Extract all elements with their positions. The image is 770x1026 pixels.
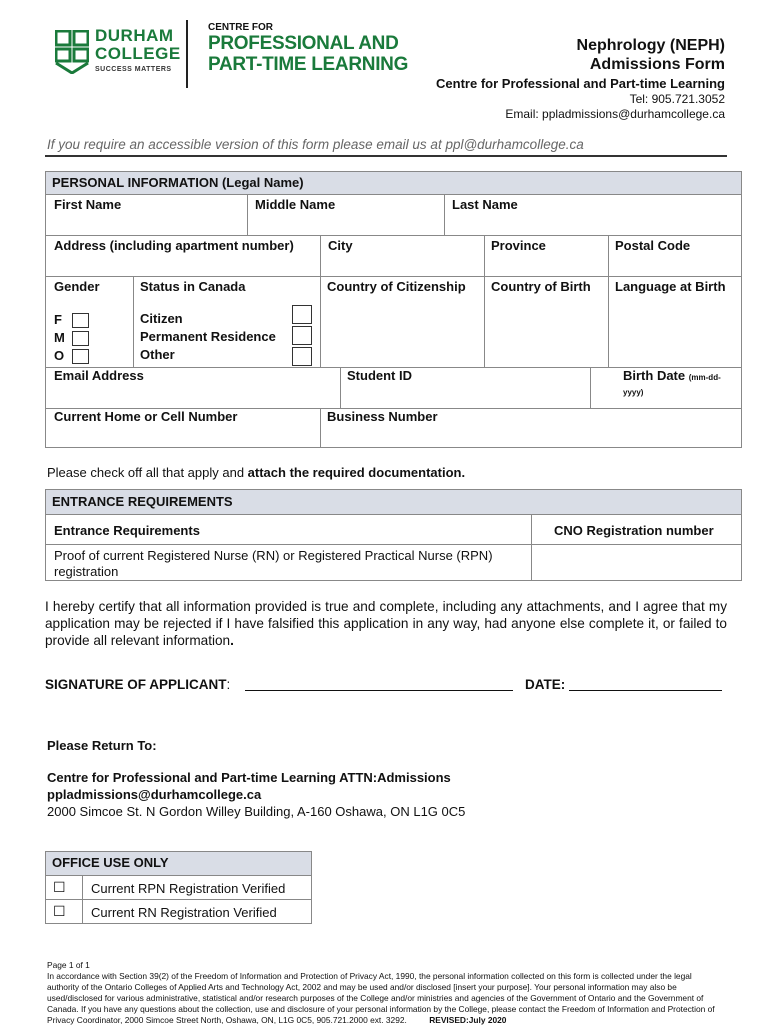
check-instruction-bold: attach the required documentation. bbox=[247, 465, 466, 480]
postal-code-field[interactable]: Postal Code bbox=[615, 238, 691, 253]
business-number-field[interactable]: Business Number bbox=[327, 409, 438, 424]
footer-privacy-text bbox=[47, 971, 717, 1026]
office-rn-checkbox[interactable]: ☐ bbox=[53, 903, 66, 919]
form-header bbox=[436, 36, 725, 122]
gender-o-checkbox[interactable] bbox=[72, 349, 89, 364]
signature-line[interactable] bbox=[245, 690, 513, 691]
status-citizen-label: Citizen bbox=[140, 311, 183, 326]
logo-college-text: COLLEGE bbox=[95, 44, 181, 63]
date-line[interactable] bbox=[569, 690, 722, 691]
office-rn-label: Current RN Registration Verified bbox=[91, 905, 277, 920]
durham-shield-icon bbox=[55, 30, 89, 74]
status-other-checkbox[interactable] bbox=[292, 347, 312, 366]
form-email: Email: ppladmissions@durhamcollege.ca bbox=[505, 107, 725, 121]
entrance-col-requirements: Entrance Requirements bbox=[54, 523, 200, 538]
footer-revised: REVISED:July 2020 bbox=[429, 1015, 507, 1025]
email-address-field[interactable]: Email Address bbox=[54, 368, 144, 383]
gender-label: Gender bbox=[54, 279, 100, 294]
student-id-field[interactable]: Student ID bbox=[347, 368, 412, 383]
gender-o-label: O bbox=[54, 348, 65, 363]
birth-date-field[interactable] bbox=[623, 368, 741, 406]
province-field[interactable]: Province bbox=[491, 238, 546, 253]
gender-f-checkbox[interactable] bbox=[72, 313, 89, 328]
cpl-logo-line2: PART-TIME LEARNING bbox=[208, 54, 409, 75]
birth-date-format: (mm-dd-yyyy) bbox=[623, 373, 721, 397]
country-citizenship-field[interactable]: Country of Citizenship bbox=[327, 279, 466, 294]
status-citizen-checkbox[interactable] bbox=[292, 305, 312, 324]
footer-page-number: Page 1 of 1 bbox=[47, 960, 90, 970]
entrance-col-cno: CNO Registration number bbox=[554, 523, 714, 538]
footer bbox=[47, 960, 717, 1026]
form-title-line1: Nephrology (NEPH) bbox=[576, 37, 725, 54]
form-subtitle: Centre for Professional and Part-time Learning bbox=[436, 76, 725, 91]
personal-info-section bbox=[45, 171, 742, 448]
gender-option-o bbox=[54, 348, 124, 366]
status-pr-checkbox[interactable] bbox=[292, 326, 312, 345]
accessibility-note: If you require an accessible version of this form please email us at ppl@durhamcollege.ca bbox=[47, 137, 584, 152]
gender-m-checkbox[interactable] bbox=[72, 331, 89, 346]
logo-tagline: SUCCESS MATTERS bbox=[95, 66, 172, 73]
country-birth-field[interactable]: Country of Birth bbox=[491, 279, 591, 294]
entrance-heading: ENTRANCE REQUIREMENTS bbox=[46, 490, 741, 515]
form-title-line2: Admissions Form bbox=[589, 56, 725, 73]
form-tel: Tel: 905.721.3052 bbox=[629, 92, 725, 106]
last-name-field[interactable]: Last Name bbox=[452, 197, 518, 212]
return-heading: Please Return To: bbox=[47, 738, 157, 753]
logo-divider bbox=[186, 20, 188, 88]
date-label: DATE: bbox=[525, 677, 566, 692]
office-use-heading: OFFICE USE ONLY bbox=[46, 852, 311, 876]
city-field[interactable]: City bbox=[328, 238, 353, 253]
home-number-field[interactable]: Current Home or Cell Number bbox=[54, 409, 238, 424]
cpl-logo-line1: PROFESSIONAL AND bbox=[208, 33, 399, 54]
check-instruction bbox=[47, 465, 465, 480]
office-rpn-checkbox[interactable]: ☐ bbox=[53, 879, 66, 895]
signature-label: SIGNATURE OF APPLICANT: bbox=[45, 677, 231, 692]
address-field[interactable]: Address (including apartment number) bbox=[54, 238, 294, 253]
status-other-label: Other bbox=[140, 347, 175, 362]
status-label: Status in Canada bbox=[140, 279, 246, 294]
return-address: 2000 Simcoe St. N Gordon Willey Building, A-160 Oshawa, ON L1G 0C5 bbox=[47, 804, 466, 819]
language-birth-field[interactable]: Language at Birth bbox=[615, 279, 726, 294]
first-name-field[interactable]: First Name bbox=[54, 197, 122, 212]
certification-statement: I hereby certify that all information provided is true and complete, including any attachments, and I agree that my application may be rejected if I have falsified this application in any way, had anyone else complete it, or failed to provide all relevant information. bbox=[45, 599, 727, 648]
durham-college-logo bbox=[55, 26, 181, 80]
cno-registration-input[interactable] bbox=[533, 546, 739, 579]
cpl-logo bbox=[208, 22, 408, 75]
status-pr-label: Permanent Residence bbox=[140, 329, 276, 344]
middle-name-field[interactable]: Middle Name bbox=[255, 197, 336, 212]
office-use-section bbox=[45, 851, 312, 924]
footer-privacy-body: In accordance with Section 39(2) of the Freedom of Information and Protection of Privacy Act, 1990, the personal information collected on this form is collected under the legal authority of the Ontario Colleges of Applied Arts and Technology Act, 2002 and may be used and/or disclosed [insert your purpose]. Your personal information may also be used/disclosed for various administrative, statistical and/or research purposes of the College and/or ministries and agencies of the Government of Ontario and the Government of Canada. If you have any questions about the collection, use and disclosure of your personal information by the College, please contact the Freedom of Information and Protection of Privacy Coordinator, 2000 Simcoe Street North, Oshawa, ON, L1G 0C5, 905.721.2000 ext. 3292. bbox=[47, 971, 715, 1025]
gender-option-m bbox=[54, 330, 124, 348]
entrance-requirements-section bbox=[45, 489, 742, 581]
birth-date-label: Birth Date bbox=[623, 368, 686, 383]
return-line1: Centre for Professional and Part-time Learning ATTN:Admissions bbox=[47, 770, 451, 785]
cpl-logo-small: CENTRE FOR bbox=[208, 22, 273, 33]
gender-option-f bbox=[54, 312, 124, 330]
return-email: ppladmissions@durhamcollege.ca bbox=[47, 787, 262, 802]
entrance-row-proof: Proof of current Registered Nurse (RN) or Registered Practical Nurse (RPN) registration bbox=[54, 548, 493, 579]
personal-info-heading: PERSONAL INFORMATION (Legal Name) bbox=[46, 172, 741, 195]
gender-m-label: M bbox=[54, 330, 65, 345]
signature-label-text: SIGNATURE OF APPLICANT bbox=[45, 677, 227, 692]
office-rpn-label: Current RPN Registration Verified bbox=[91, 881, 286, 896]
gender-f-label: F bbox=[54, 312, 62, 327]
logo-durham-text: DURHAM bbox=[95, 26, 174, 45]
check-instruction-plain: Please check off all that apply and bbox=[47, 465, 248, 480]
header-rule bbox=[45, 155, 727, 157]
certification-text: I hereby certify that all information provided is true and complete, including any attachments, and I agree that my application may be rejected if I have falsified this application in any way, had anyone else complete it, or failed to provide all relevant information bbox=[45, 599, 727, 648]
